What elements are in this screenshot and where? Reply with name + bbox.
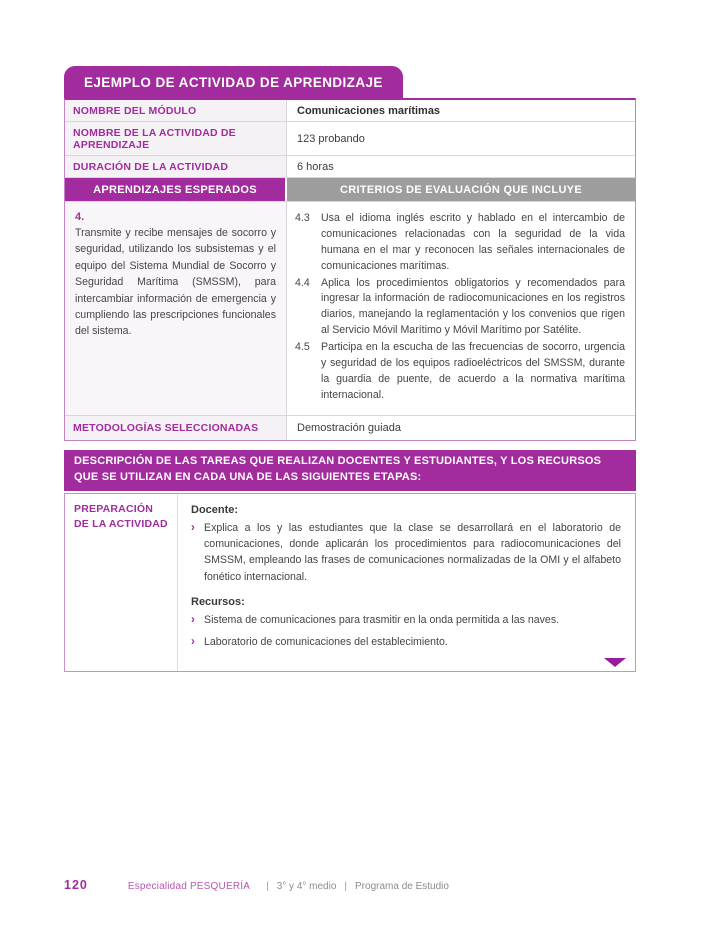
table-row [65,156,635,178]
activity-name-label: NOMBRE DE LA ACTIVIDAD DE APRENDIZAJE [65,122,287,155]
list-item [191,634,621,651]
criterion-text: Usa el idioma inglés escrito y hablado en el intercambio de comunicaciones relacionadas con la seguridad de la vida humana en el mar y reconocen las señales internacionales de comunicaciones marítimas. [321,212,625,272]
specialty-label: Especialidad PESQUERÍA [127,881,251,892]
stage-label: PREPARACIÓN DE LA ACTIVIDAD [65,494,178,671]
criterion-number: 4.4 [295,276,310,289]
footer-separator: | [344,881,348,892]
criterion-number: 4.3 [295,212,310,224]
criterion-item [295,276,625,340]
preparation-section [64,493,636,672]
recursos-heading: Recursos: [191,596,245,609]
list-item [191,520,621,586]
docente-item-text: Explica a los y las estudiantes que la clase se desarrollará en el laboratorio de comunicaciones, donde aplicarán los procedimientos para radiocomunicaciones del SMSSM, empleando las frases de comunicaciones normalizadas de la OMI y el alfabeto fonético internacional. [204,521,621,583]
criterion-text: Participa en la escucha de las frecuencias de socorro, urgencia y seguridad de los equipos radioeléctricos del SMSSM, durante la guardia de puente, de acuerdo a la normativa marítima internacional. [321,341,625,401]
document-page [64,66,636,672]
methodology-label: METODOLOGÍAS SELECCIONADAS [65,416,287,440]
grade-label: 3° y 4° medio [276,881,337,892]
table-row [65,100,635,122]
criterion-item [295,211,625,275]
criteria-list [287,202,635,415]
page-title [64,66,403,98]
page-title-label: EJEMPLO DE ACTIVIDAD DE APRENDIZAJE [84,75,383,90]
learning-objective-cell [65,202,287,415]
recurso-item-text: Sistema de comunicaciones para trasmitir en la onda permitida a las naves. [204,614,560,627]
preparation-content [178,494,635,671]
footer-separator: | [266,881,269,892]
bullet-chevron-icon: › [191,521,195,534]
docente-heading: Docente: [191,503,239,516]
objective-number: 4. [75,211,85,223]
expected-learnings-header: APRENDIZAJES ESPERADOS [65,178,287,201]
page-footer [64,878,449,892]
list-item [191,612,621,629]
module-name-value: Comunicaciones marítimas [297,105,441,117]
duration-value: 6 horas [297,161,334,173]
continuation-arrow-icon [604,658,626,667]
column-headers [65,178,635,202]
description-banner: DESCRIPCIÓN DE LAS TAREAS QUE REALIZAN DOCENTES Y ESTUDIANTES, Y LOS RECURSOS QUE SE UTILIZAN EN CADA UNA DE LAS SIGUIENTES ETAPAS: [64,450,636,491]
criterion-item [295,340,625,404]
bullet-chevron-icon: › [191,636,195,649]
page-number: 120 [64,878,88,892]
evaluation-criteria-header: CRITERIOS DE EVALUACIÓN QUE INCLUYE [287,178,635,201]
duration-label: DURACIÓN DE LA ACTIVIDAD [65,156,287,177]
module-name-label: NOMBRE DEL MÓDULO [65,100,287,121]
recurso-item-text: Laboratorio de comunicaciones del establecimiento. [204,636,448,649]
table-row [65,122,635,156]
criteria-body [65,202,635,416]
methodology-row [65,416,635,440]
bullet-chevron-icon: › [191,614,195,627]
activity-table [64,98,636,441]
program-label: Programa de Estudio [355,881,449,892]
criterion-number: 4.5 [295,341,310,354]
methodology-value: Demostración guiada [297,421,401,434]
activity-name-value: 123 probando [297,133,365,145]
criterion-text: Aplica los procedimientos obligatorios y recomendados para ingresar la información de radiocomunicaciones en los registros diarios, manejando la reglamentación y los convenios que rigen al Servicio Móvil Marítimo y Móvil Marítimo por Satélite. [321,276,625,337]
objective-text: Transmite y recibe mensajes de socorro y seguridad, utilizando los subsistemas y el equipo del Sistema Mundial de Socorro y Seguridad Marítima (SMSSM), para intercambiar información de emergencia y cumpliendo las prescripciones funcionales del sistema. [75,227,276,338]
